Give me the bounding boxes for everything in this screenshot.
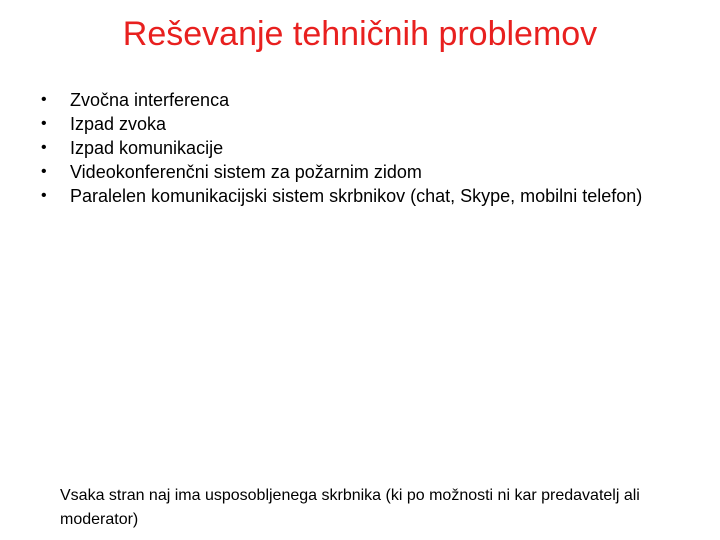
- bullet-text: Izpad zvoka: [70, 114, 167, 134]
- footnote-text: Vsaka stran naj ima usposobljenega skrbnika (ki po možnosti ni kar predavatelj ali moderator): [60, 487, 640, 528]
- bullet-icon: •: [41, 163, 47, 180]
- bullet-text: Paralelen komunikacijski sistem skrbnikov (chat, Skype, mobilni telefon): [70, 186, 643, 206]
- bullet-item: [36, 184, 676, 208]
- bullet-text: Videokonferenčni sistem za požarnim zidom: [70, 162, 422, 182]
- bullet-icon: •: [41, 91, 47, 108]
- bullet-text: Izpad komunikacije: [70, 138, 224, 158]
- slide-title: Reševanje tehničnih problemov: [122, 15, 598, 53]
- bullet-item: [36, 88, 676, 112]
- bullet-icon: •: [41, 187, 47, 204]
- bullet-item: [36, 160, 676, 184]
- bullet-item: [36, 112, 676, 136]
- bullet-icon: •: [41, 115, 47, 132]
- bullet-icon: •: [41, 139, 47, 156]
- bullet-list: [36, 88, 676, 208]
- bullet-text: Zvočna interferenca: [70, 90, 230, 110]
- bullet-item: [36, 136, 676, 160]
